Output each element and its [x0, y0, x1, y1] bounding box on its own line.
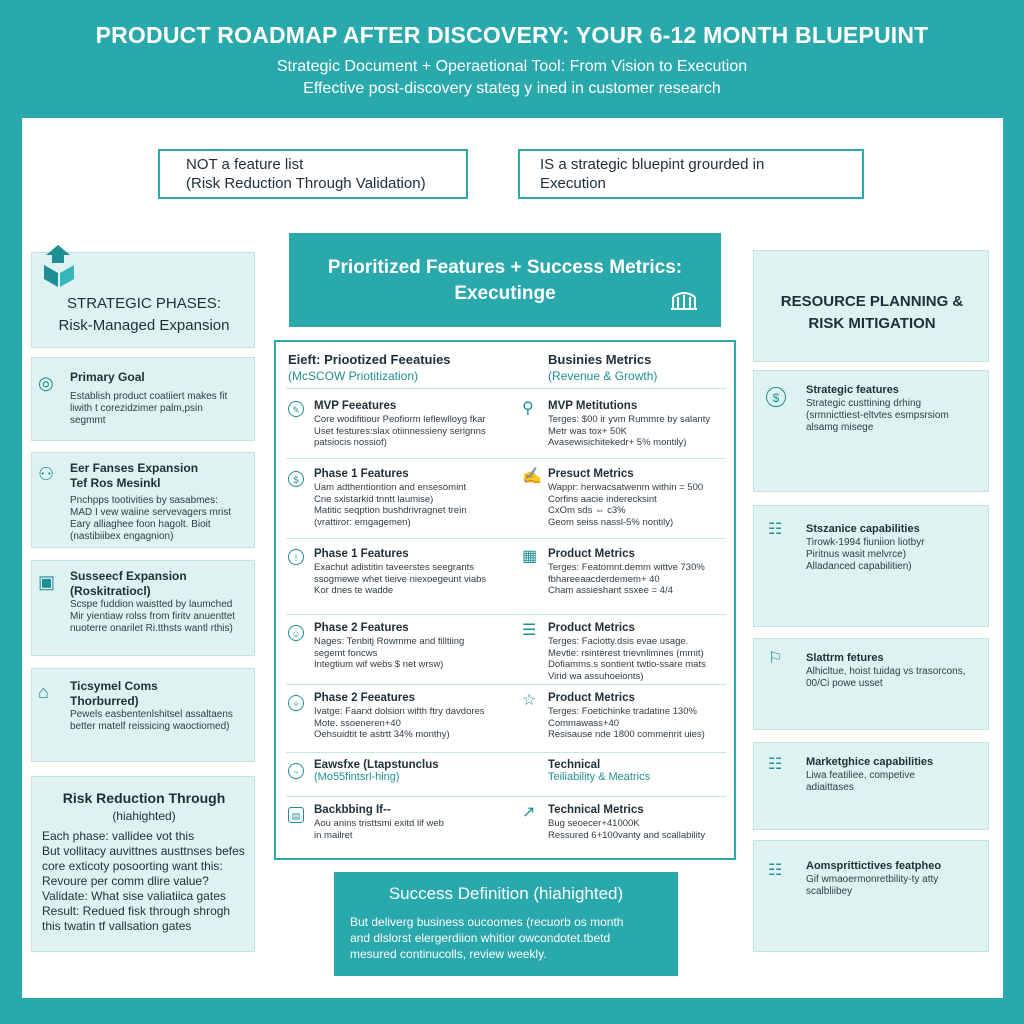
success-title: Success Definition (hiahighted) — [388, 884, 624, 903]
risk-subtitle: (hiahighted) — [112, 809, 176, 823]
risk-title: Risk Reduction Through — [62, 790, 226, 806]
people-icon: ⚇ — [38, 464, 55, 484]
card-line: (srmnicttiest-eltvtes esmpsrsiom — [806, 410, 949, 421]
card-line: Establish product coatiiert makes fit — [70, 391, 228, 402]
left-column-header: Eieft: Priootized Feeatuies — [288, 352, 451, 367]
card-line: Tirowk-1994 fiuniion liotbyr — [806, 537, 925, 548]
card-line: scalbliibey — [806, 886, 853, 897]
card-line: 00/Ci powe usset — [806, 678, 883, 689]
bulb-icon: ! — [288, 549, 304, 565]
metric-line: Corfins aacie inderecksint — [548, 493, 657, 505]
metric-line: Dofiamms.s sontient twtio-ssare mats — [548, 659, 706, 670]
card-subtitle: Tef Ros Mesinkl — [70, 476, 161, 490]
card-line: Alhicltue, hoist tuidag vs trasorcons, — [806, 666, 966, 677]
feature-title: Phase 2 Feeatures — [314, 692, 416, 704]
successful-expansion-card — [31, 560, 255, 656]
feature-line: segemt foncws — [314, 647, 378, 659]
card-line: Mir yientiaw rolss from firitv anuenttet — [70, 611, 236, 622]
tag-right-line1: IS a strategic bluepint grourded in — [540, 156, 765, 173]
table-row — [286, 538, 726, 611]
star-icon: ☆ — [522, 692, 537, 709]
tag-left-line1: NOT a feature list — [186, 156, 304, 173]
metric-line: Bug seoecer+41000K — [548, 818, 640, 829]
metric-title: Presuct Metrics — [548, 468, 634, 480]
metric-subtitle: Teiliability & Meatrics — [548, 771, 651, 783]
strategic-phases-card — [31, 252, 255, 348]
feature-line: Cne sxistarkid tnntt laumise) — [314, 493, 434, 505]
not-feature-list-box — [158, 149, 468, 199]
feature-line: Exachut adistitin taveerstes seegrants — [314, 562, 475, 573]
strategic-features-card — [753, 370, 989, 492]
metric-line: Geom seiss nassl-5% nontily) — [548, 516, 674, 528]
card-line: liwith t corezidzimer palm,psin — [70, 403, 203, 414]
risk-line: Revoure per comm dlire value? — [42, 874, 209, 888]
table-row — [286, 796, 726, 855]
success-line: mesured continucolls, review weekly. — [350, 947, 547, 961]
primary-goal-card — [31, 357, 255, 441]
right-column-header: Businies Metrics — [548, 352, 652, 367]
card-line: segmmt — [70, 415, 106, 426]
risk-line: But vollitacy auvittnes austtnses befes — [42, 844, 245, 858]
metric-line: fbhareeaacderdemem+ 40 — [548, 573, 660, 585]
scalable-capabilities-card — [753, 505, 989, 627]
phase-expansion-card — [31, 452, 255, 548]
metric-line: Ressured 6+100vanty and scallability — [548, 829, 706, 841]
metric-line: CxOm sds ⇔ c3% — [548, 505, 626, 516]
table-row — [286, 614, 726, 681]
page-subtitle-2: Effective post-discovery stateg y ined in customer research — [303, 80, 721, 97]
card-line: better matelf reissicing waoctiomed) — [70, 721, 230, 732]
sparkle-icon: ✧ — [288, 695, 304, 711]
tag-left-line2: (Risk Reduction Through Validation) — [186, 175, 426, 192]
marketplace-capabilities-card — [753, 742, 989, 830]
metric-line: Terges: Faciotty.dsis evae usage. — [548, 636, 689, 647]
feature-line: Core wodifitiour Peofiorm leflewlloyg fkar — [314, 414, 486, 425]
metric-line: Terges: Foetichinke tradatine 130% — [548, 706, 697, 717]
feature-line: Uset festures:slax otiinnessieny serignns — [314, 425, 486, 437]
pulse-icon: ~ — [288, 763, 304, 779]
home-icon: ⌂ — [38, 682, 49, 702]
features-metrics-table — [274, 340, 736, 860]
person-icon: ⚲ — [522, 400, 534, 417]
calendar-icon: ▤ — [288, 807, 304, 823]
resource-title-1: RESOURCE PLANNING & — [780, 293, 964, 310]
risk-reduction-card — [31, 776, 255, 952]
feature-line: in mailret — [314, 829, 353, 841]
feature-title: MVP Feeatures — [314, 400, 397, 412]
metric-line: Terges: Featomnt.demm wittve 730% — [548, 562, 705, 573]
card-line: Strategic custtining drhing — [806, 398, 922, 409]
card-title: Slattrm fetures — [806, 652, 884, 664]
feature-line: Integtium wif webs $ net wrsw) — [314, 659, 444, 670]
edit-icon: ✍ — [522, 468, 542, 485]
card-subtitle: (Roskitratiocl) — [70, 584, 151, 598]
prioritized-features-banner — [289, 233, 721, 327]
metric-line: Mevtie: rsinterest trievnlimnes (mrnit) — [548, 647, 704, 659]
table-row — [286, 752, 726, 801]
bridge-icon — [669, 291, 699, 313]
success-line: and dlslorst elergerdiion whitior owcondotet.tbetd — [350, 931, 611, 945]
feature-line: Nages: Tenbitj Rowmme and filltiing — [314, 636, 465, 647]
feature-line: Kor dnes te wadde — [314, 585, 394, 596]
feature-line: Matitic seqption bushdrivragnet trein — [314, 505, 467, 516]
feature-line: Uam adthentiontion and ensesomint — [314, 482, 467, 493]
server-icon: ☷ — [768, 756, 783, 773]
card-title: Strategic features — [806, 384, 899, 396]
feature-title: Backbbing If-- — [314, 804, 391, 816]
resource-planning-card — [753, 250, 989, 362]
card-title: Eer Fanses Expansion — [70, 461, 199, 475]
platform-features-card — [753, 638, 989, 730]
box-icon: ▣ — [38, 572, 56, 592]
card-title: Stszanice capabilities — [806, 523, 920, 535]
feature-line: patsiocis nossiof) — [314, 437, 387, 448]
banner-line2: Executinge — [454, 283, 556, 304]
strategic-blueprint-box — [518, 149, 864, 199]
card-title: Aomsprittictives featpheo — [806, 860, 942, 872]
metric-line: Resisause nde 1800 commenrit uies) — [548, 729, 705, 740]
card-title: Primary Goal — [70, 370, 145, 384]
signpost-icon: ⚐ — [768, 650, 783, 667]
feature-line: (vrattiror: emgagemen) — [314, 516, 411, 528]
card-line: (nastibiibex engagnion) — [70, 531, 174, 542]
right-column-subheader: (Revenue & Growth) — [548, 369, 658, 383]
dollar-icon: $ — [766, 387, 786, 407]
risk-line: Result: Redued fisk through shrogh — [42, 904, 231, 918]
card-line: Liwa featiliee, competive — [806, 770, 915, 781]
banner-line1: Prioritized Features + Success Metrics: — [327, 257, 683, 278]
tiered-comms-card — [31, 668, 255, 762]
risk-line: Validate: What sise valiatiica gates — [42, 889, 226, 903]
card-title: Ticsymel Coms — [70, 679, 158, 693]
metric-line: Metr was tox+ 50K — [548, 425, 627, 437]
feature-line: Aou anins tristtsmi exitd lif web — [314, 818, 444, 829]
metric-line: Terges: $00 ir yvm Rummre by salanty — [548, 414, 711, 425]
feature-title: Phase 1 Features — [314, 548, 409, 560]
card-line: Alladanced capabilitien) — [806, 561, 912, 572]
feature-line: Mote. ssoeneren+40 — [314, 717, 401, 729]
phases-title-1: STRATEGIC PHASES: — [67, 295, 221, 312]
metric-line: Virid wa assuhoelonts) — [548, 670, 644, 682]
metric-title: Product Metrics — [548, 548, 635, 560]
competitive-features-card — [753, 840, 989, 952]
growth-arrows-icon — [40, 245, 76, 287]
card-line: nuoterre onarilet Ri.tthsts wantl rthis) — [70, 623, 233, 634]
card-line: Pnchpps tootivities by sasabmes: — [70, 495, 218, 506]
card-line: alsamg misege — [806, 422, 874, 433]
trend-icon: ↗ — [522, 804, 536, 821]
page-title: PRODUCT ROADMAP AFTER DISCOVERY: YOUR 6-12 MONTH BLUEPUINT — [95, 22, 929, 48]
metric-title: MVP Metitutions — [548, 400, 638, 412]
risk-line: core exticoty posoorting want this: — [42, 859, 223, 873]
table-row — [286, 684, 726, 751]
card-line: Gif wmaoermonretbility-ty atty — [806, 874, 939, 885]
list-icon: ☰ — [522, 622, 537, 639]
table-row — [286, 458, 726, 531]
page-subtitle: Strategic Document + Operaetional Tool: From Vision to Execution — [276, 58, 748, 75]
person-icon: ☺ — [288, 625, 304, 641]
server-icon: ☷ — [768, 521, 783, 538]
left-column-subheader: (McSCOW Priotitization) — [288, 369, 419, 383]
feature-line: Ivatge: Faarxt dolsion wifth ftry davdores — [314, 706, 485, 717]
metric-line: Commawass+40 — [548, 717, 620, 729]
feature-line: Oehsuidtit te astrtt 34% monthy) — [314, 729, 450, 740]
feature-title: Phase 1 Features — [314, 468, 409, 480]
success-line: But deliverg business oucoomes (recuorb os month — [350, 915, 624, 929]
target-icon: ◎ — [38, 373, 54, 393]
server-icon: ☷ — [768, 862, 783, 879]
table-row — [286, 388, 726, 455]
metric-title: Product Metrics — [548, 622, 635, 634]
risk-line: this twatin tf vallsation gates — [42, 919, 192, 933]
card-line: adiaittases — [806, 782, 854, 793]
metric-title: Technical — [548, 759, 601, 771]
card-line: MAD I vew waiine servevagers mrist — [70, 507, 232, 518]
tools-icon: ✎ — [288, 401, 304, 417]
resource-title-2: RISK MITIGATION — [808, 315, 936, 332]
card-line: Pewels easbentenlshitsel assaltaens — [70, 709, 233, 720]
metric-line: Wappr: herwacsatwenm within = 500 — [548, 482, 704, 493]
risk-line: Each phase: vallidee vot this — [42, 829, 195, 843]
card-title: Marketghice capabilities — [806, 756, 934, 768]
feature-title: Eawsfxe (Ltapstunclus — [314, 759, 439, 771]
card-subtitle: Thorburred) — [70, 694, 139, 708]
tag-right-line2: Execution — [540, 175, 606, 192]
card-line: Scspe fuddion waistted by laumched — [70, 599, 233, 610]
card-line: Eary alliaghee foon hagolt. Bioit — [70, 519, 211, 530]
card-title: Susseecf Expansion — [70, 569, 187, 583]
feature-title: Phase 2 Features — [314, 622, 409, 634]
metric-line: Cham assieshant ssxee = 4/4 — [548, 585, 673, 596]
success-definition-box — [334, 872, 678, 976]
card-line: Piritnus wasit melvrce) — [806, 549, 907, 560]
chart-icon: ▦ — [522, 548, 538, 565]
metric-title: Product Metrics — [548, 692, 635, 704]
metric-title: Technical Metrics — [548, 804, 644, 816]
metric-line: Avasewisichitekedr+ 5% montily) — [548, 437, 687, 448]
dollar-icon: $ — [288, 471, 304, 487]
feature-subtitle: (Mo55fintsrl-hing) — [314, 771, 400, 783]
phases-title-2: Risk-Managed Expansion — [58, 317, 230, 334]
feature-line: ssogmewe whet tieive niexoegeunt viabs — [314, 573, 487, 585]
